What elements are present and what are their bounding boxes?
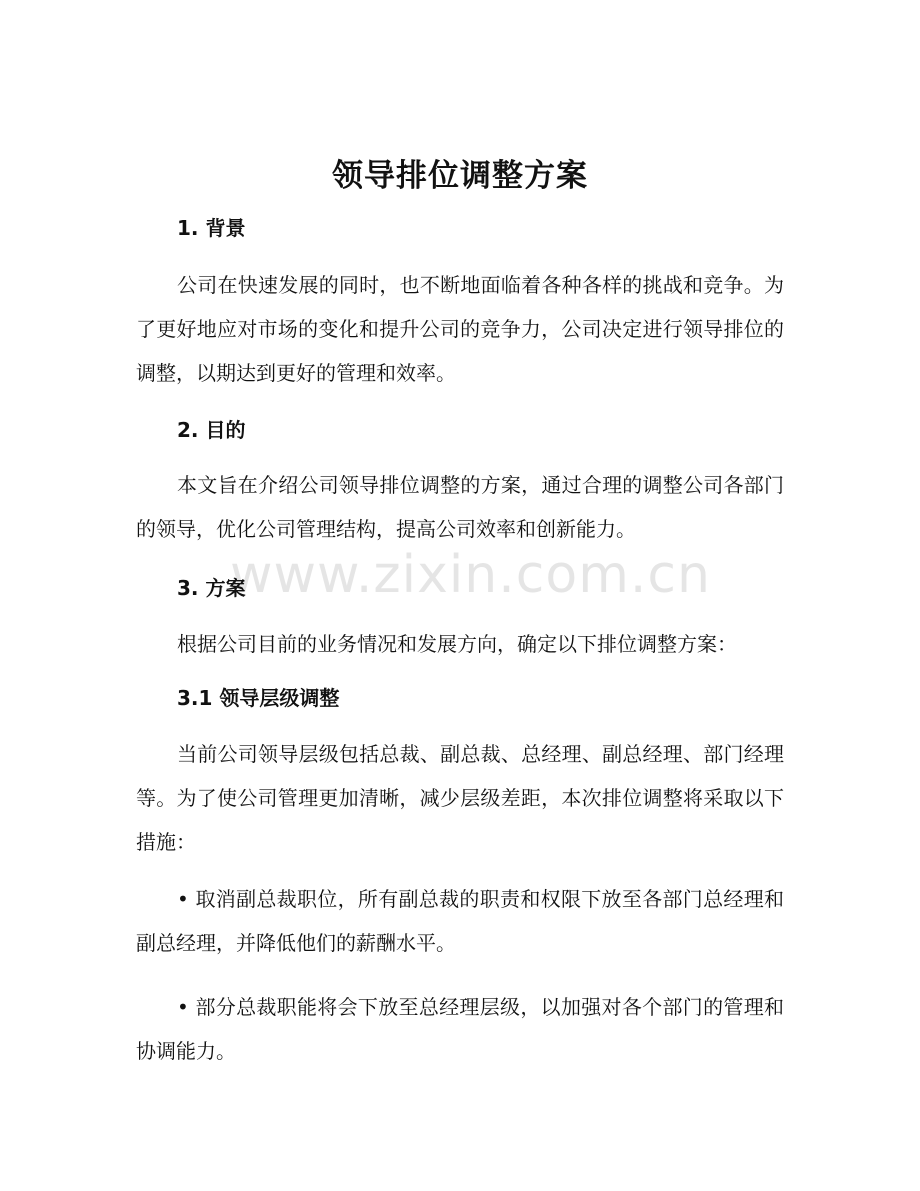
subsection-heading-leadership-levels: 3.1 领导层级调整	[177, 686, 340, 710]
section-heading-plan: 3. 方案	[177, 576, 246, 600]
watermark: www.zixin.com.cn	[230, 545, 711, 605]
page-title: 领导排位调整方案	[332, 158, 588, 194]
section-paragraph-plan: 根据公司目前的业务情况和发展方向，确定以下排位调整方案：	[177, 632, 737, 656]
section-paragraph-purpose: 本文旨在介绍公司领导排位调整的方案，通过合理的调整公司各部门的领导，优化公司管理结构，提高公司效率和创新能力。	[136, 473, 784, 541]
bullet-item: • 部分总裁职能将会下放至总经理层级，以加强对各个部门的管理和协调能力。	[136, 995, 784, 1063]
section-heading-purpose: 2. 目的	[177, 418, 246, 442]
bullet-item: • 取消副总裁职位，所有副总裁的职责和权限下放至各部门总经理和副总经理，并降低他们的薪酬水平。	[136, 887, 784, 955]
section-paragraph-background: 公司在快速发展的同时，也不断地面临着各种各样的挑战和竞争。为了更好地应对市场的变化和提升公司的竞争力，公司决定进行领导排位的调整，以期达到更好的管理和效率。	[136, 273, 784, 385]
subsection-paragraph-leadership-levels: 当前公司领导层级包括总裁、副总裁、总经理、副总经理、部门经理等。为了使公司管理更加清晰，减少层级差距，本次排位调整将采取以下措施：	[136, 742, 784, 854]
section-heading-background: 1. 背景	[177, 216, 246, 240]
